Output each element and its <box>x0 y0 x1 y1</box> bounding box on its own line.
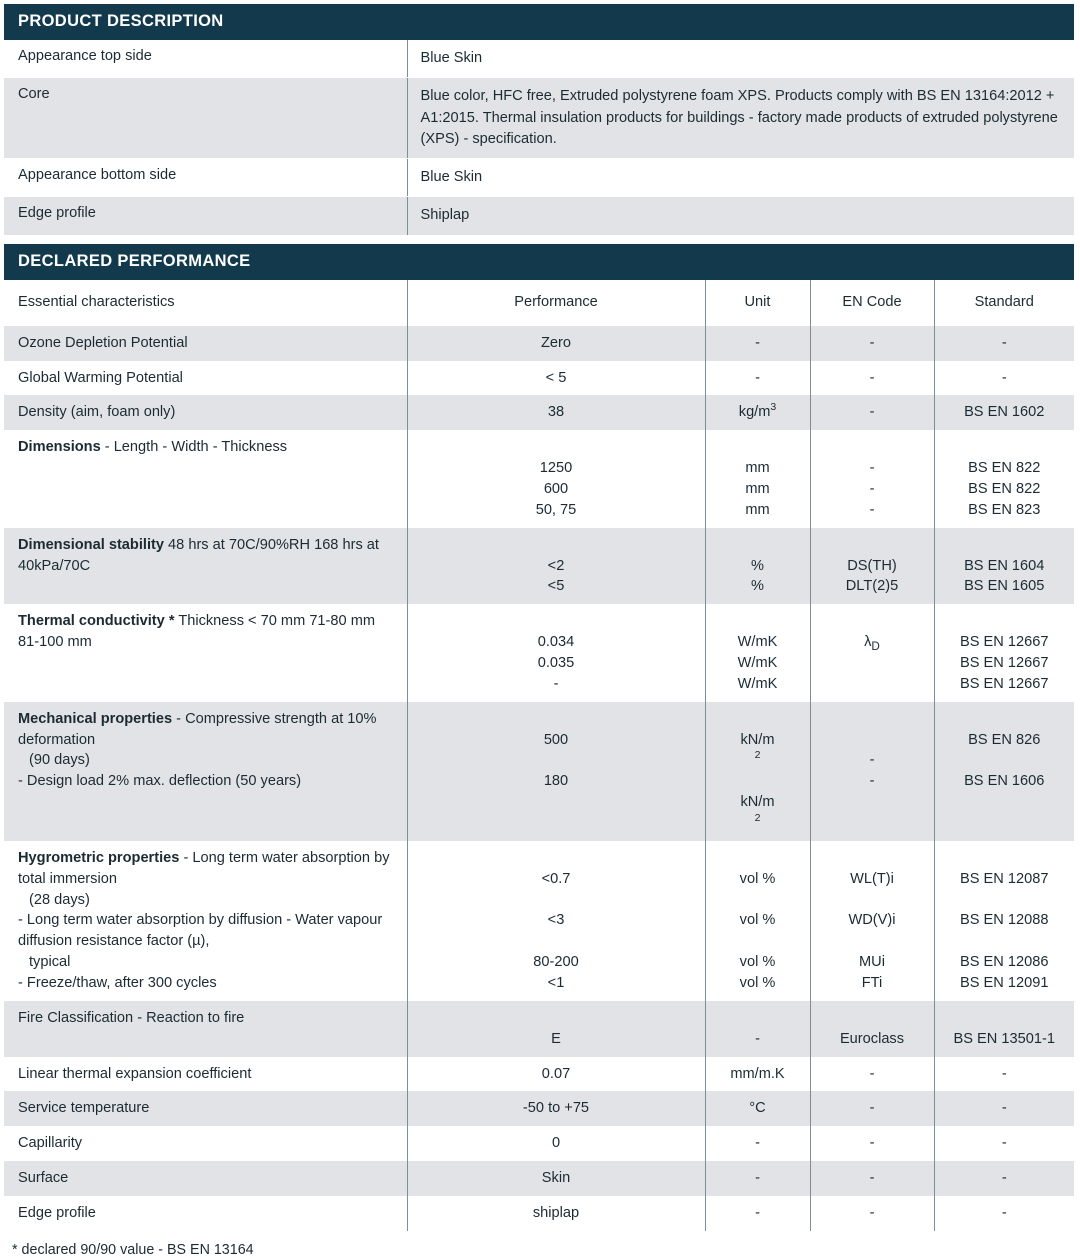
row-label: Global Warming Potential <box>4 361 407 396</box>
row-label-group <box>4 1001 407 1057</box>
row-performance: 1250 600 50, 75 <box>407 430 705 527</box>
row-standard: BS EN 13501-1 <box>934 1001 1074 1057</box>
row-label: Appearance top side <box>4 40 407 78</box>
sub-label: - Length <box>104 439 159 456</box>
row-label: Edge profile <box>4 1196 407 1231</box>
lambda-d-symbol: $\lambda_D$ <box>864 634 880 653</box>
row-standard: BS EN 826 BS EN 1606 <box>934 702 1074 841</box>
row-label-group <box>4 430 407 527</box>
row-label-line: Reaction to fire <box>146 1009 245 1026</box>
row-en-code: - <box>810 1057 934 1092</box>
row-en-code: - <box>810 1091 934 1126</box>
table-row <box>4 159 1074 197</box>
row-unit: - <box>705 1126 810 1161</box>
row-unit <box>705 395 810 430</box>
row-en-code: - <box>810 361 934 396</box>
row-performance: < 5 <box>407 361 705 396</box>
row-en-code: - - - <box>810 430 934 527</box>
table-row <box>4 702 1074 841</box>
sub-label: - Design load 2% max. deflection (50 years) <box>18 773 302 790</box>
group-title: Dimensions <box>18 439 101 456</box>
column-header-en-code: EN Code <box>810 280 934 326</box>
row-standard: - <box>934 1196 1074 1231</box>
row-standard: - <box>934 1091 1074 1126</box>
row-label: Surface <box>4 1161 407 1196</box>
table-row <box>4 361 1074 396</box>
row-unit: - <box>705 1001 810 1057</box>
table-row <box>4 78 1074 159</box>
sub-label: (90 days) <box>29 752 90 769</box>
row-label-group <box>4 528 407 605</box>
table-row <box>4 1126 1074 1161</box>
row-performance: 0 <box>407 1126 705 1161</box>
table-row <box>4 395 1074 430</box>
row-label: Ozone Depletion Potential <box>4 326 407 361</box>
declared-performance-header: DECLARED PERFORMANCE <box>4 244 1074 280</box>
row-standard: BS EN 12087 BS EN 12088 BS EN 12086 BS EN 12091 <box>934 841 1074 1001</box>
row-en-code: - <box>810 395 934 430</box>
row-unit: mm/m.K <box>705 1057 810 1092</box>
column-header-characteristics: Essential characteristics <box>4 280 407 326</box>
row-standard: BS EN 822 BS EN 822 BS EN 823 <box>934 430 1074 527</box>
group-title: Mechanical properties <box>18 710 173 727</box>
table-row <box>4 430 1074 527</box>
row-en-code: - <box>810 1161 934 1196</box>
row-standard: - <box>934 326 1074 361</box>
declared-performance-table <box>4 280 1074 1231</box>
sub-label: (28 days) <box>29 891 90 908</box>
row-label-group <box>4 841 407 1001</box>
row-en-code: WL(T)i WD(V)i MUi FTi <box>810 841 934 1001</box>
row-value: Blue Skin <box>407 159 1074 197</box>
table-row <box>4 1001 1074 1057</box>
sub-label: 168 hrs at 40kPa/70C <box>18 536 379 574</box>
row-performance: 500 180 <box>407 702 705 841</box>
row-label: Service temperature <box>4 1091 407 1126</box>
row-unit: kN/m $^2$ kN/m $^2$ <box>705 702 810 841</box>
row-label-group <box>4 604 407 701</box>
sub-label: - Water vapour diffusion resistance factor (µ), <box>18 912 383 950</box>
row-en-code <box>810 604 934 701</box>
row-unit: mm mm mm <box>705 430 810 527</box>
row-standard: - <box>934 1057 1074 1092</box>
row-performance: E <box>407 1001 705 1057</box>
row-standard: BS EN 1602 <box>934 395 1074 430</box>
row-value: Blue color, HFC free, Extruded polystyrene foam XPS. Products comply with BS EN 13164:2012 + A1:2015. Thermal insulation products for buildings - factory made products of extruded polystyrene (XPS) - specification. <box>407 78 1074 159</box>
row-performance: 38 <box>407 395 705 430</box>
table-row <box>4 326 1074 361</box>
row-standard: - <box>934 1126 1074 1161</box>
row-performance: Zero <box>407 326 705 361</box>
sub-label: - Long term water absorption by total immersion <box>18 849 390 887</box>
unit-text: kg/m <box>738 404 771 421</box>
table-row <box>4 841 1074 1001</box>
sub-label: - Compressive strength at 10% deformation <box>18 710 377 748</box>
row-unit: - <box>705 326 810 361</box>
row-value: Blue Skin <box>407 40 1074 78</box>
sub-label: 48 hrs at 70C/90%RH <box>168 536 311 553</box>
row-unit: - <box>705 1161 810 1196</box>
row-performance: shiplap <box>407 1196 705 1231</box>
row-label: Density (aim, foam only) <box>4 395 407 430</box>
group-title: Thermal conductivity * <box>18 613 175 630</box>
column-header-unit: Unit <box>705 280 810 326</box>
sub-label: - Long term water absorption by diffusion <box>18 912 283 929</box>
row-en-code: - <box>810 1126 934 1161</box>
row-label: Capillarity <box>4 1126 407 1161</box>
row-en-code: - <box>810 1196 934 1231</box>
sub-label: 71-80 mm <box>309 613 376 630</box>
table-header-row <box>4 280 1074 326</box>
row-unit: °C <box>705 1091 810 1126</box>
product-description-table <box>4 40 1074 235</box>
row-label-group <box>4 702 407 841</box>
table-row <box>4 1196 1074 1231</box>
table-row <box>4 1161 1074 1196</box>
row-standard: BS EN 1604 BS EN 1605 <box>934 528 1074 605</box>
unit-superscript: 3 <box>770 401 777 414</box>
row-en-code: - - <box>810 702 934 841</box>
row-label: Appearance bottom side <box>4 159 407 197</box>
row-standard: - <box>934 1161 1074 1196</box>
sub-label: - Freeze/thaw, after 300 cycles <box>18 974 217 991</box>
product-description-header: PRODUCT DESCRIPTION <box>4 4 1074 40</box>
row-performance: <2 <5 <box>407 528 705 605</box>
row-performance: <0.7 <3 80-200 <1 <box>407 841 705 1001</box>
sub-label: - Thickness <box>212 439 288 456</box>
row-performance: 0.07 <box>407 1057 705 1092</box>
row-performance: Skin <box>407 1161 705 1196</box>
table-row <box>4 197 1074 235</box>
sub-label: - Width <box>162 439 209 456</box>
sub-label: 81-100 mm <box>18 634 92 651</box>
column-header-performance: Performance <box>407 280 705 326</box>
table-row <box>4 40 1074 78</box>
row-unit: - <box>705 1196 810 1231</box>
row-en-code: - <box>810 326 934 361</box>
row-unit: vol % vol % vol % vol % <box>705 841 810 1001</box>
row-label: Core <box>4 78 407 159</box>
footnote: * declared 90/90 value - BS EN 13164 <box>12 1241 254 1258</box>
row-standard: BS EN 12667 BS EN 12667 BS EN 12667 <box>934 604 1074 701</box>
group-title: Dimensional stability <box>18 536 164 553</box>
row-label: Linear thermal expansion coefficient <box>4 1057 407 1092</box>
row-standard: - <box>934 361 1074 396</box>
row-value: Shiplap <box>407 197 1074 235</box>
row-unit: % % <box>705 528 810 605</box>
row-performance: 0.034 0.035 - <box>407 604 705 701</box>
row-en-code: Euroclass <box>810 1001 934 1057</box>
group-title: Hygrometric properties <box>18 849 180 866</box>
sub-label: typical <box>29 954 71 971</box>
row-label-line: Fire Classification - <box>18 1009 143 1026</box>
sub-label: Thickness < 70 mm <box>178 613 306 630</box>
row-en-code: DS(TH) DLT(2)5 <box>810 528 934 605</box>
table-row <box>4 1091 1074 1126</box>
row-performance: -50 to +75 <box>407 1091 705 1126</box>
table-row <box>4 528 1074 605</box>
row-label: Edge profile <box>4 197 407 235</box>
table-row <box>4 604 1074 701</box>
row-unit: W/mK W/mK W/mK <box>705 604 810 701</box>
table-row <box>4 1057 1074 1092</box>
row-unit: - <box>705 361 810 396</box>
column-header-standard: Standard <box>934 280 1074 326</box>
